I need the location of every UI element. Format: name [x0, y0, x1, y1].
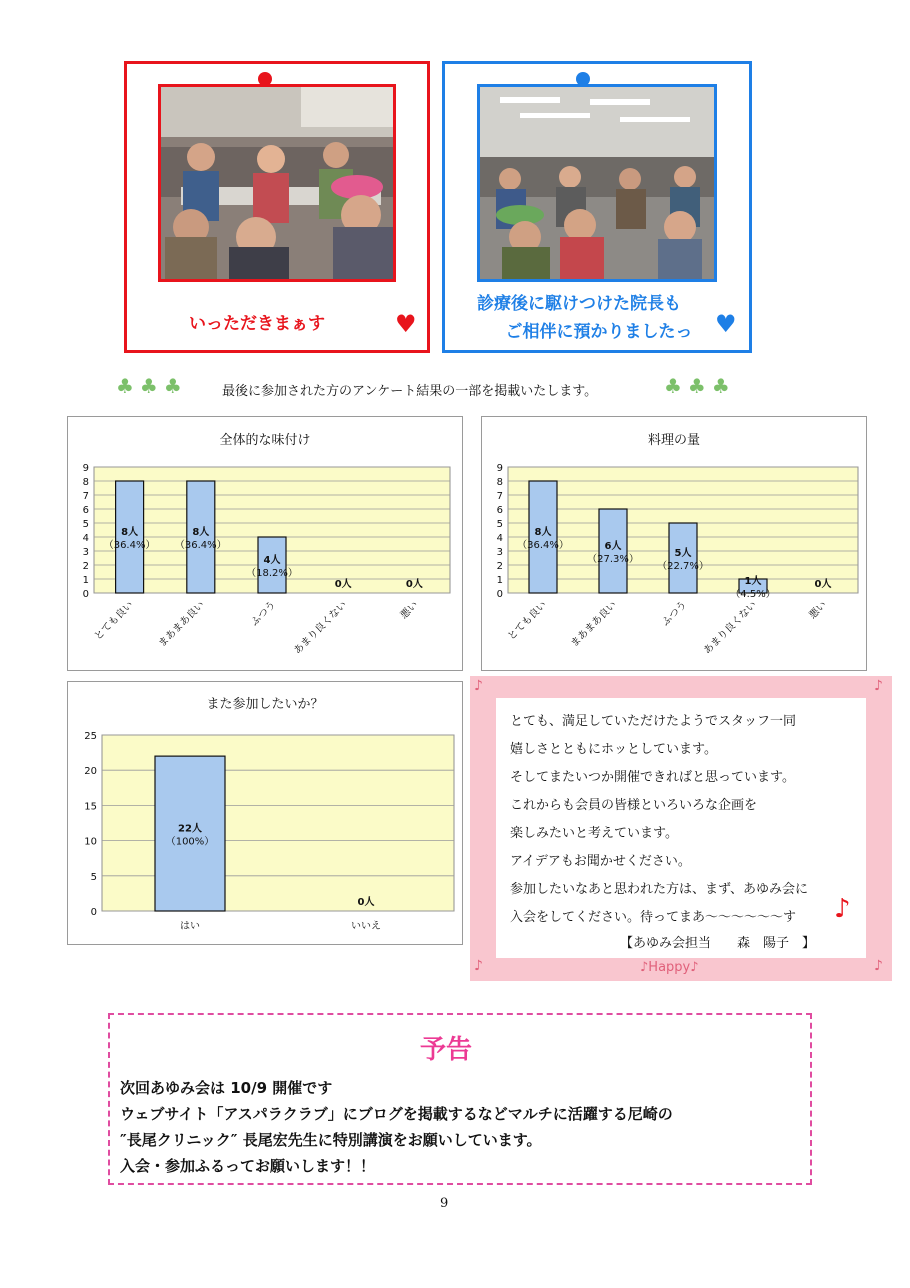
music-note-icon: ♪ — [874, 958, 883, 974]
x-category-label: はい — [180, 921, 200, 932]
chart-title: 全体的な味付け — [219, 433, 311, 448]
x-category-label: とても良い — [505, 599, 550, 643]
staff-message-body — [496, 698, 866, 958]
notice-line: 入会・参加ふるってお願いします！！ — [120, 1157, 376, 1175]
message-line: 入会をしてください。待ってまあ～～～～～～す — [510, 910, 797, 925]
chart-title: 料理の量 — [647, 433, 701, 448]
y-tick-label: 2 — [82, 561, 89, 572]
y-tick-label: 5 — [90, 871, 97, 883]
message-line: とても、満足していただけたようでスタッフ一同 — [510, 714, 797, 729]
message-line: これからも会員の皆様といろいろな企画を — [510, 798, 758, 813]
data-label: 0人 — [405, 579, 423, 590]
data-label: 5人 — [674, 548, 692, 559]
x-category-label: あまり良くない — [292, 599, 350, 657]
y-tick-label: 3 — [82, 547, 89, 558]
x-category-label: 悪い — [807, 599, 830, 622]
notice-line: 次回あゆみ会は 10/9 開催です — [120, 1079, 333, 1097]
data-label: 8人 — [534, 527, 552, 538]
message-line: そしてまたいつか開催できればと思っています。 — [510, 770, 795, 785]
right-photo-caption-line-1: 診療後に駆けつけた院長も — [477, 294, 681, 314]
y-tick-label: 20 — [84, 766, 97, 778]
notice-line: ウェブサイト「アスパラクラブ」にブログを掲載するなどマルチに活躍する尼崎の — [120, 1105, 673, 1123]
y-tick-label: 4 — [82, 533, 89, 544]
heart-icon: ♥ — [715, 310, 737, 338]
chart-title: また参加したいか？ — [206, 697, 324, 712]
data-label: （36.4%） — [103, 540, 156, 551]
dining-photo-left — [158, 84, 396, 282]
notice-line: ″長尾クリニック″ 長尾宏先生に特別講演をお願いしています。 — [120, 1131, 542, 1149]
notice-title: 予告 — [420, 1035, 473, 1065]
data-label: 8人 — [192, 527, 210, 538]
survey-intro-text: 最後に参加された方のアンケート結果の一部を掲載いたします。 — [222, 384, 598, 399]
music-note-icon: ♪ — [834, 894, 851, 924]
message-line: アイデアもお聞かせください。 — [510, 854, 691, 869]
data-label: 8人 — [121, 527, 139, 538]
y-tick-label: 6 — [82, 505, 89, 516]
x-category-label: まあまあ良い — [568, 599, 620, 650]
y-tick-label: 9 — [496, 463, 503, 474]
heart-icon: ♥ — [395, 310, 417, 338]
happy-label: ♪Happy♪ — [640, 960, 699, 975]
dining-photo-right — [477, 84, 717, 282]
y-tick-label: 1 — [496, 575, 503, 586]
data-label: （36.4%） — [517, 540, 569, 551]
data-label: 0人 — [814, 579, 832, 590]
x-category-label: あまり良くない — [701, 599, 760, 657]
y-tick-label: 1 — [82, 575, 89, 586]
photo-frame-right — [442, 61, 752, 353]
data-label: 0人 — [357, 897, 375, 908]
left-photo-caption: いっただきまぁす — [189, 314, 325, 334]
y-tick-label: 15 — [84, 801, 97, 813]
message-signature: 【あゆみ会担当 森 陽子 】 — [620, 936, 816, 951]
event-notice-box — [108, 1013, 812, 1185]
y-tick-label: 6 — [496, 505, 503, 516]
data-label: （18.2%） — [246, 568, 298, 579]
y-tick-label: 10 — [84, 836, 97, 848]
message-line: 参加したいなあと思われた方は、まず、あゆみ会に — [510, 882, 808, 897]
y-tick-label: 5 — [82, 519, 89, 530]
message-line: 嬉しさとともにホッとしています。 — [510, 742, 717, 757]
data-label: 0人 — [334, 579, 352, 590]
music-note-icon: ♪ — [474, 958, 483, 974]
y-tick-label: 0 — [90, 907, 97, 918]
data-label: 22人 — [178, 823, 202, 835]
photo-frame-left — [124, 61, 430, 353]
y-tick-label: 25 — [84, 731, 97, 742]
y-tick-label: 7 — [496, 491, 503, 502]
data-label: 6人 — [604, 541, 622, 552]
chart-portion — [481, 416, 867, 671]
y-tick-label: 5 — [496, 519, 503, 530]
clover-icons-left: ♣♣♣ — [116, 374, 188, 398]
x-category-label: まあまあ良い — [156, 599, 207, 650]
staff-message-frame — [470, 676, 892, 981]
data-label: 4人 — [263, 555, 281, 566]
y-tick-label: 3 — [496, 547, 503, 558]
y-tick-label: 2 — [496, 561, 503, 572]
chart-participate-again — [67, 681, 463, 945]
y-tick-label: 7 — [82, 491, 89, 502]
data-label: （100%） — [165, 836, 215, 848]
y-tick-label: 8 — [496, 477, 503, 488]
y-tick-label: 8 — [82, 477, 89, 488]
chart-participate-svg — [68, 682, 462, 944]
x-category-label: ふつう — [660, 599, 690, 629]
y-tick-label: 9 — [82, 463, 89, 474]
chart-taste-svg — [68, 417, 462, 670]
message-line: 楽しみたいと考えています。 — [510, 826, 678, 841]
x-category-label: とても良い — [92, 599, 136, 643]
data-label: 1人 — [744, 576, 762, 587]
x-category-label: いいえ — [351, 921, 381, 932]
data-label: （4.5%） — [730, 589, 776, 600]
data-label: （22.7%） — [657, 561, 709, 572]
data-label: （27.3%） — [587, 554, 639, 565]
x-category-label: 悪い — [398, 599, 421, 622]
page-number: 9 — [440, 1196, 449, 1211]
clover-icons-right: ♣♣♣ — [664, 374, 736, 398]
chart-taste — [67, 416, 463, 671]
y-tick-label: 0 — [496, 589, 503, 600]
right-photo-caption-line-2: ご相伴に預かりましたっ — [505, 322, 693, 342]
y-tick-label: 4 — [496, 533, 503, 544]
chart-portion-svg — [482, 417, 866, 670]
music-note-icon: ♪ — [874, 678, 883, 694]
y-tick-label: 0 — [82, 589, 89, 600]
data-label: （36.4%） — [174, 540, 227, 551]
x-category-label: ふつう — [249, 599, 279, 629]
music-note-icon: ♪ — [474, 678, 483, 694]
